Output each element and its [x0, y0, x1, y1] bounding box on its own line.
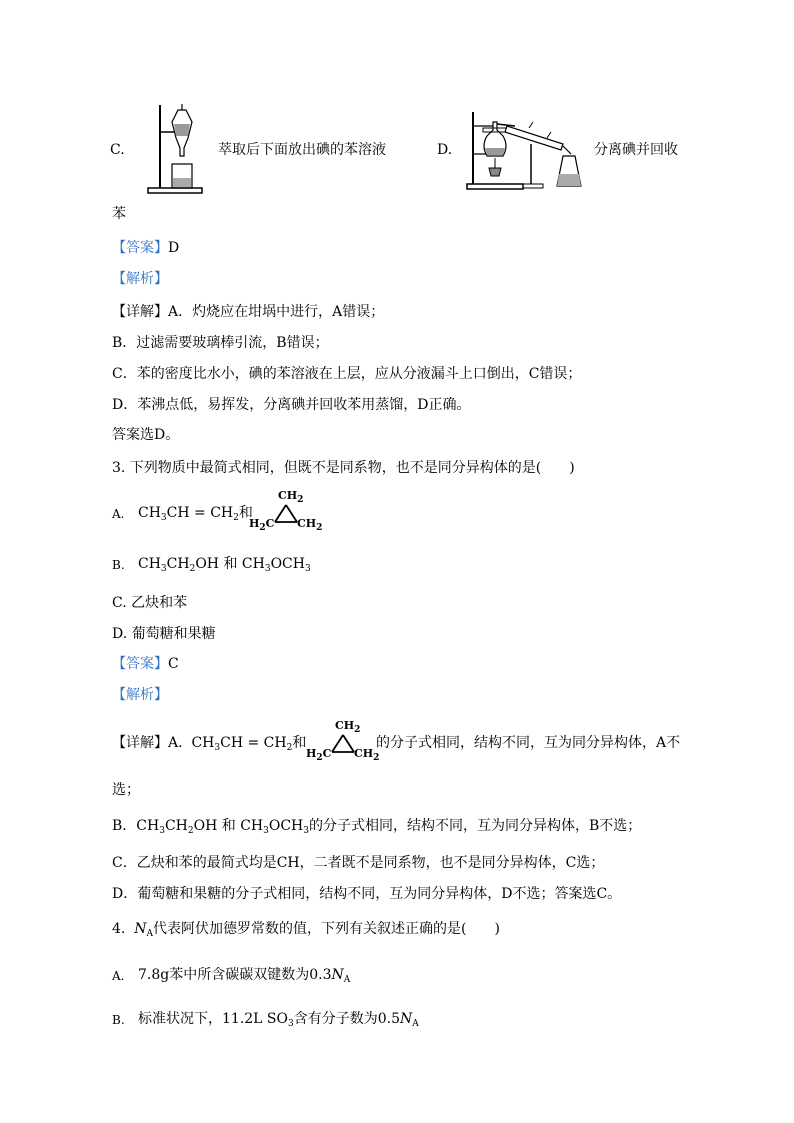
cyclopropane-right-label: $CH_2$: [297, 517, 323, 533]
q3-answer-line: [112, 654, 179, 674]
q2-detail-a: [112, 302, 384, 322]
option-c-letter: C.: [110, 142, 125, 158]
option-d-caption-cont: 苯: [112, 206, 126, 222]
option-c-caption: 萃取后下面放出碘的苯溶液: [218, 142, 386, 158]
q3-detail-a-cont: 选；: [112, 782, 140, 798]
q3-option-a-formula: $CH_3CH = CH_2$和: [138, 505, 253, 523]
separatory-funnel-diagram: [148, 102, 204, 194]
q3-answer-tag: 【答案】: [112, 656, 168, 672]
distillation-diagram: [467, 108, 587, 190]
q3-analysis-tag: 【解析】: [112, 687, 168, 703]
q2-line-c: C．苯的密度比水小，碘的苯溶液在上层，应从分液漏斗上口倒出，C错误；: [112, 366, 582, 382]
cyclopropane-detail-top: $CH_2$: [335, 719, 361, 735]
q3-detail-b: B．$CH_3CH_2OH$ 和 $CH_3OCH_3$的分子式相同，结构不同，互为同分异构体，B不选；: [112, 818, 642, 836]
q3-answer: C: [168, 656, 179, 672]
q3-option-b-letter: B.: [112, 558, 125, 572]
cyclopropane-detail-right: $CH_2$: [354, 747, 380, 763]
q4-stem: 4. $N_A$代表阿伏加德罗常数的值，下列有关叙述正确的是( ): [112, 921, 500, 939]
q3-option-c: C. 乙炔和苯: [112, 595, 188, 611]
q2-line-b: B．过滤需要玻璃棒引流，B错误；: [112, 335, 329, 351]
q4-option-a-letter: A.: [112, 969, 125, 983]
q2-conclusion: 答案选D。: [112, 427, 180, 443]
cyclopropane-ring-detail: [329, 733, 359, 755]
q3-detail-tag: 【详解】: [112, 735, 168, 751]
q3-detail-c: C．乙炔和苯的最简式均是CH，二者既不是同系物，也不是同分异构体，C选；: [112, 855, 605, 871]
q2-detail-tag: 【详解】: [112, 304, 168, 320]
q2-line-a: A．灼烧应在坩埚中进行，A错误；: [168, 304, 385, 320]
q3-option-b-formula: $CH_3CH_2OH$ 和 $CH_3OCH_3$: [138, 556, 311, 574]
cyclopropane-left-label: $H_2C$: [249, 517, 275, 533]
q3-detail-a-suffix: 的分子式相同，结构不同，互为同分异构体，A不: [376, 735, 681, 751]
q4-option-a-text: 7.8g苯中所含碳碳双键数为$0.3N_A$: [138, 967, 351, 985]
cyclopropane-ring-a: [272, 503, 302, 525]
option-d-letter: D.: [437, 142, 453, 158]
q3-option-d: D. 葡萄糖和果糖: [112, 626, 216, 642]
q3-stem: 3. 下列物质中最简式相同，但既不是同系物，也不是同分异构体的是( ): [112, 460, 575, 476]
q2-answer: D: [168, 240, 180, 256]
q3-detail-d: D．葡萄糖和果糖的分子式相同，结构不同，互为同分异构体，D不选；答案选C。: [112, 886, 622, 902]
q3-detail-a: 【详解】A. $CH_3CH = CH_2$和: [112, 735, 307, 753]
cyclopropane-detail-left: $H_2C$: [306, 747, 332, 763]
q2-line-d: D．苯沸点低，易挥发，分离碘并回收苯用蒸馏，D正确。: [112, 397, 471, 413]
q2-analysis-tag: 【解析】: [112, 271, 168, 287]
cyclopropane-top-label: $CH_2$: [278, 489, 304, 505]
q4-option-b-letter: B.: [112, 1013, 125, 1027]
q2-answer-tag: 【答案】: [112, 240, 168, 256]
q4-option-b-text: 标准状况下，11.2L $SO_3$含有分子数为$0.5N_A$: [138, 1011, 419, 1029]
option-d-caption: 分离碘并回收: [594, 142, 678, 158]
q2-answer-line: [112, 238, 179, 258]
q3-option-a-letter: A.: [112, 507, 125, 521]
